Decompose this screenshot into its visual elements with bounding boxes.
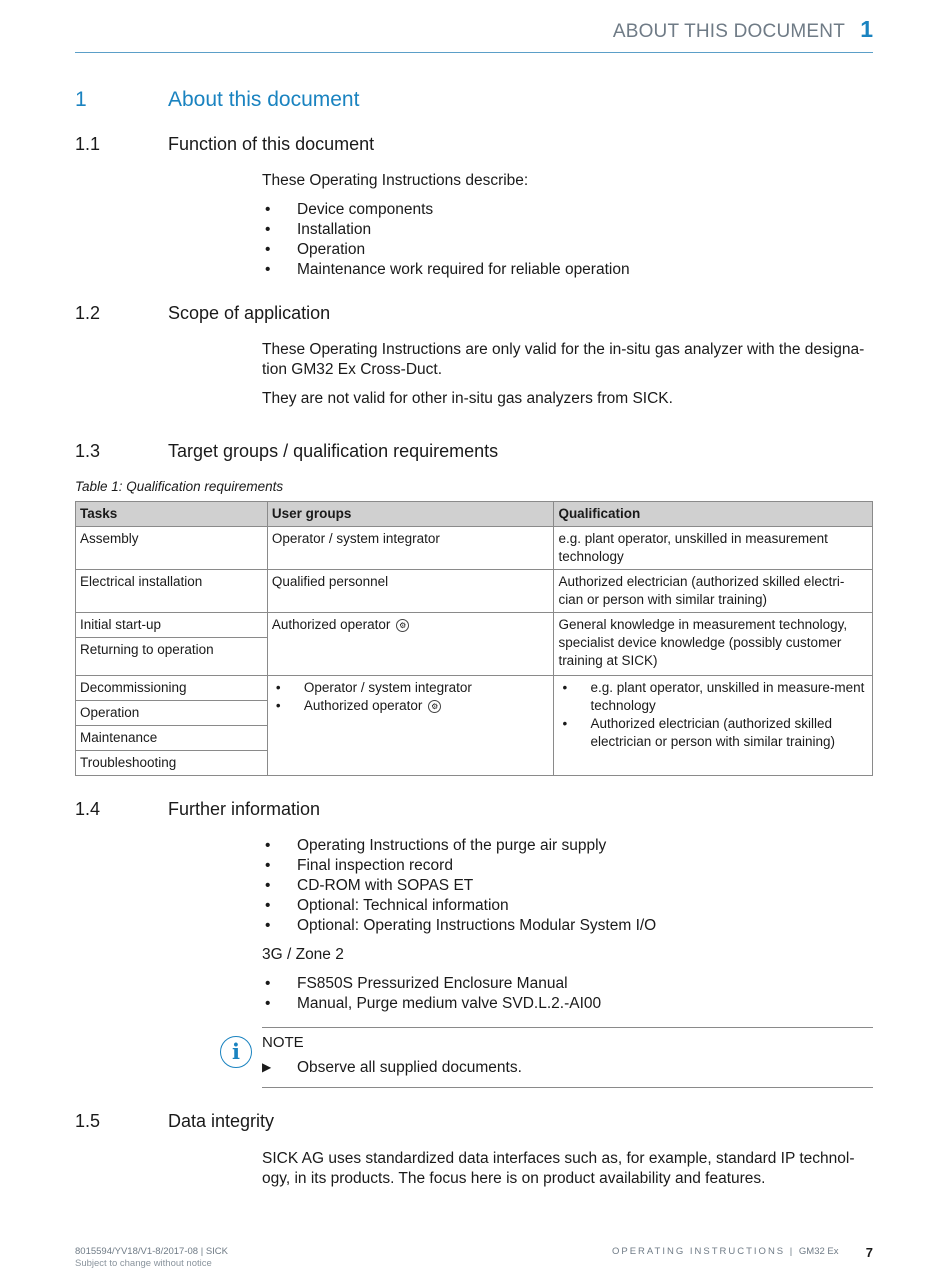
bullet-list bbox=[262, 836, 873, 936]
list-item: • Operator / system integrator bbox=[272, 679, 550, 697]
table-cell: Initial start-up bbox=[76, 613, 268, 638]
list-item: • Maintenance work required for reliable operation bbox=[262, 260, 873, 280]
section-heading-1-3 bbox=[75, 441, 875, 465]
table-cell: Operator / system integrator bbox=[267, 527, 554, 570]
list-item: • e.g. plant operator, unskilled in measure-ment technology bbox=[558, 679, 868, 715]
footer-center bbox=[612, 1246, 839, 1257]
footer-doc-type: OPERATING INSTRUCTIONS | bbox=[612, 1246, 799, 1257]
list-item: • Authorized electrician (authorized skilled electrician or person with similar training) bbox=[558, 715, 868, 751]
cell-bullet-list bbox=[558, 679, 868, 751]
section-title: Function of this document bbox=[168, 134, 375, 154]
paragraph: These Operating Instructions are only valid for the in-situ gas analyzer with the designa-tion GM32 Ex Cross-Duct. bbox=[262, 341, 865, 378]
section-number: 1.5 bbox=[75, 1111, 101, 1131]
note-text: Observe all supplied documents. bbox=[297, 1059, 522, 1076]
arrow-right-icon: ▶ bbox=[262, 1060, 272, 1074]
footer-doc-info bbox=[75, 1246, 228, 1270]
list-item: • Manual, Purge medium valve SVD.L.2.-AI00 bbox=[262, 994, 873, 1014]
paragraph: They are not valid for other in-situ gas analyzers from SICK. bbox=[262, 390, 673, 407]
list-item: • Optional: Operating Instructions Modular System I/O bbox=[262, 916, 873, 936]
list-item: • Device components bbox=[262, 200, 873, 220]
list-item: • Final inspection record bbox=[262, 856, 873, 876]
cell-text: Authorized operator bbox=[271, 617, 391, 632]
paragraph: 3G / Zone 2 bbox=[262, 946, 344, 963]
section-number: 1.1 bbox=[75, 134, 101, 154]
table-cell: Authorized electrician (authorized skilled electri-cian or person with similar training) bbox=[554, 570, 873, 613]
bullet-list bbox=[262, 974, 873, 1014]
footer-model: GM32 Ex bbox=[798, 1246, 839, 1257]
section-title: Target groups / qualification requirements bbox=[168, 441, 499, 461]
list-item: • FS850S Pressurized Enclosure Manual bbox=[262, 974, 873, 994]
footer-doc-id: 8015594/YV18/V1-8/2017-08 | SICK bbox=[75, 1246, 228, 1257]
note-content bbox=[262, 1027, 873, 1088]
paragraph: SICK AG uses standardized data interfaces such as, for example, standard IP technol-ogy, in its products. The focus here is on product availability and features. bbox=[262, 1150, 855, 1187]
table-cell: Decommissioning bbox=[76, 676, 268, 701]
table-cell: Operation bbox=[76, 701, 268, 726]
header-title: ABOUT THIS DOCUMENT bbox=[612, 21, 845, 42]
table-cell bbox=[267, 613, 554, 676]
section-heading-1-4 bbox=[75, 799, 875, 823]
section-body-1-5 bbox=[262, 1149, 873, 1198]
paragraph: These Operating Instructions describe: bbox=[262, 172, 529, 189]
table-row bbox=[76, 676, 873, 701]
page-number: 7 bbox=[865, 1245, 873, 1260]
key-icon: ⚙ bbox=[428, 700, 441, 713]
table-row bbox=[76, 570, 873, 613]
table-cell: e.g. plant operator, unskilled in measurement technology bbox=[554, 527, 873, 570]
section-heading-1-2 bbox=[75, 303, 875, 327]
table-cell: Troubleshooting bbox=[76, 751, 268, 776]
list-item: • Optional: Technical information bbox=[262, 896, 873, 916]
page-header bbox=[75, 14, 873, 53]
note-box bbox=[220, 1027, 873, 1088]
section-heading-1-1 bbox=[75, 134, 875, 158]
table-cell: Assembly bbox=[76, 527, 268, 570]
cell-bullet-list bbox=[272, 679, 550, 715]
table-cell: General knowledge in measurement technology, specialist device knowledge (possibly customer training at SICK) bbox=[554, 613, 873, 676]
table-row bbox=[76, 613, 873, 638]
section-title: Further information bbox=[168, 799, 321, 819]
list-item: • Installation bbox=[262, 220, 873, 240]
list-item: • CD-ROM with SOPAS ET bbox=[262, 876, 873, 896]
list-item bbox=[272, 697, 550, 715]
list-item: • Operation bbox=[262, 240, 873, 260]
section-heading-1-5 bbox=[75, 1111, 875, 1135]
table-caption: Table 1: Qualification requirements bbox=[75, 479, 284, 494]
qualification-table bbox=[75, 501, 873, 776]
list-item: • Operating Instructions of the purge air supply bbox=[262, 836, 873, 856]
section-body-1-1 bbox=[262, 171, 873, 289]
cell-text: Authorized operator bbox=[303, 698, 423, 713]
table-header-row bbox=[76, 502, 873, 527]
table-cell: Electrical installation bbox=[76, 570, 268, 613]
info-icon: i bbox=[220, 1036, 252, 1068]
column-header-user-groups: User groups bbox=[267, 502, 554, 527]
section-title: Scope of application bbox=[168, 303, 331, 323]
section-body-1-2 bbox=[262, 340, 873, 418]
table-cell bbox=[554, 676, 873, 776]
bullet-list bbox=[262, 200, 873, 280]
column-header-qualification: Qualification bbox=[554, 502, 873, 527]
section-title: Data integrity bbox=[168, 1111, 275, 1131]
section-number: 1.4 bbox=[75, 799, 101, 819]
table-cell bbox=[267, 676, 554, 776]
section-body-1-4 bbox=[262, 836, 873, 1023]
header-chapter-number: 1 bbox=[860, 16, 873, 42]
table-cell: Maintenance bbox=[76, 726, 268, 751]
footer-subject: Subject to change without notice bbox=[75, 1258, 212, 1269]
table-cell: Returning to operation bbox=[76, 638, 268, 676]
key-icon: ⚙ bbox=[396, 619, 409, 632]
column-header-tasks: Tasks bbox=[76, 502, 268, 527]
table-row bbox=[76, 527, 873, 570]
note-title: NOTE bbox=[262, 1034, 304, 1051]
table-cell: Qualified personnel bbox=[267, 570, 554, 613]
section-number: 1.3 bbox=[75, 441, 101, 461]
chapter-title: About this document bbox=[168, 88, 360, 111]
chapter-number: 1 bbox=[75, 88, 87, 111]
section-number: 1.2 bbox=[75, 303, 101, 323]
